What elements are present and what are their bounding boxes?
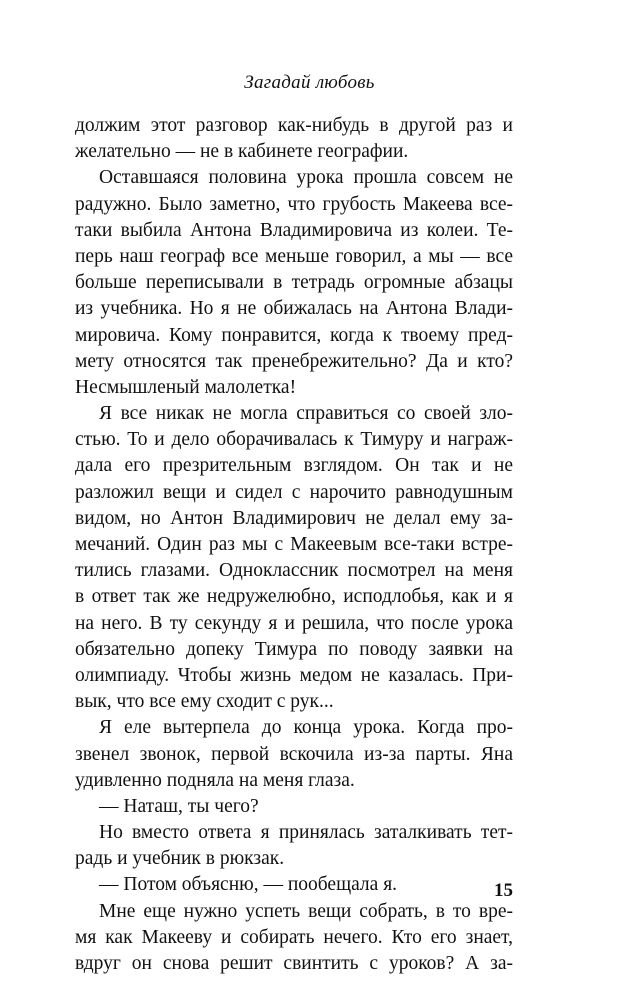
running-head: Загадай любовь — [244, 72, 375, 93]
text-line: стью. То и дело оборачивалась к Тимуру и награж- — [75, 429, 513, 451]
text-line: радужно. Было заметно, что грубость Макеева все- — [75, 193, 513, 215]
text-line: Оставшаяся половина урока прошла совсем не — [99, 167, 513, 189]
text-line: на него. В ту секунду я и решила, что после урока — [75, 612, 513, 634]
text-line: радь и учебник в рюкзак. — [75, 848, 285, 870]
body-text — [75, 113, 513, 977]
text-line: видом, но Антон Владимирович не делал ему за- — [75, 507, 513, 529]
text-line: удивленно подняла на меня глаза. — [75, 769, 355, 791]
text-line: мировича. Кому понравится, когда к твоему пред- — [75, 324, 513, 346]
text-line: мечаний. Один раз мы с Макеевым все-таки встре- — [75, 534, 513, 555]
text-line: Но вместо ответа я принялась заталкивать тет- — [99, 822, 513, 844]
text-line: обязательно допеку Тимура по поводу заявки на — [75, 638, 513, 660]
text-line: вык, что все ему сходит с рук... — [75, 691, 334, 713]
text-line: Я все никак не могла справиться со своей зло- — [99, 403, 513, 425]
text-line: Мне еще нужно успеть вещи собрать, в то вре- — [99, 900, 513, 922]
page-number: 15 — [494, 880, 513, 901]
text-line: разложил вещи и сидел с нарочито равнодушным — [75, 481, 513, 503]
text-line: Несмышленый малолетка! — [75, 376, 297, 398]
text-line: вдруг он снова решит свинтить с уроков? А за- — [75, 953, 513, 974]
text-line: перь наш географ все меньше говорил, а мы — все — [75, 245, 513, 267]
text-line: больше переписывали в тетрадь огромные абзацы — [75, 272, 513, 294]
text-line: из учебника. Но я не обижалась на Антона Влади- — [75, 298, 513, 320]
text-line: — Наташ, ты чего? — [99, 795, 259, 817]
text-line: звенел звонок, первой вскочила из-за парты. Яна — [75, 743, 513, 765]
text-line: мету относятся так пренебрежительно? Да и кто? — [75, 350, 513, 372]
text-line: — Потом объясню, — пообещала я. — [99, 874, 398, 896]
text-line: должим этот разговор как-нибудь в другой раз и — [75, 115, 513, 136]
text-line: Я еле вытерпела до конца урока. Когда про- — [99, 717, 513, 739]
text-line: мя как Макееву и собирать нечего. Кто его знает, — [75, 926, 513, 948]
text-line: олимпиаду. Чтобы жизнь медом не казалась. При- — [75, 664, 513, 686]
text-line: дала его презрительным взглядом. Он так и не — [75, 455, 513, 477]
text-line: желательно — не в кабинете географии. — [75, 141, 409, 163]
text-line: таки выбила Антона Владимировича из колеи. Те- — [75, 219, 513, 241]
text-line: в ответ так же недружелюбно, исподлобья, как и я — [75, 586, 513, 608]
text-line: тились глазами. Одноклассник посмотрел на меня — [75, 560, 513, 582]
